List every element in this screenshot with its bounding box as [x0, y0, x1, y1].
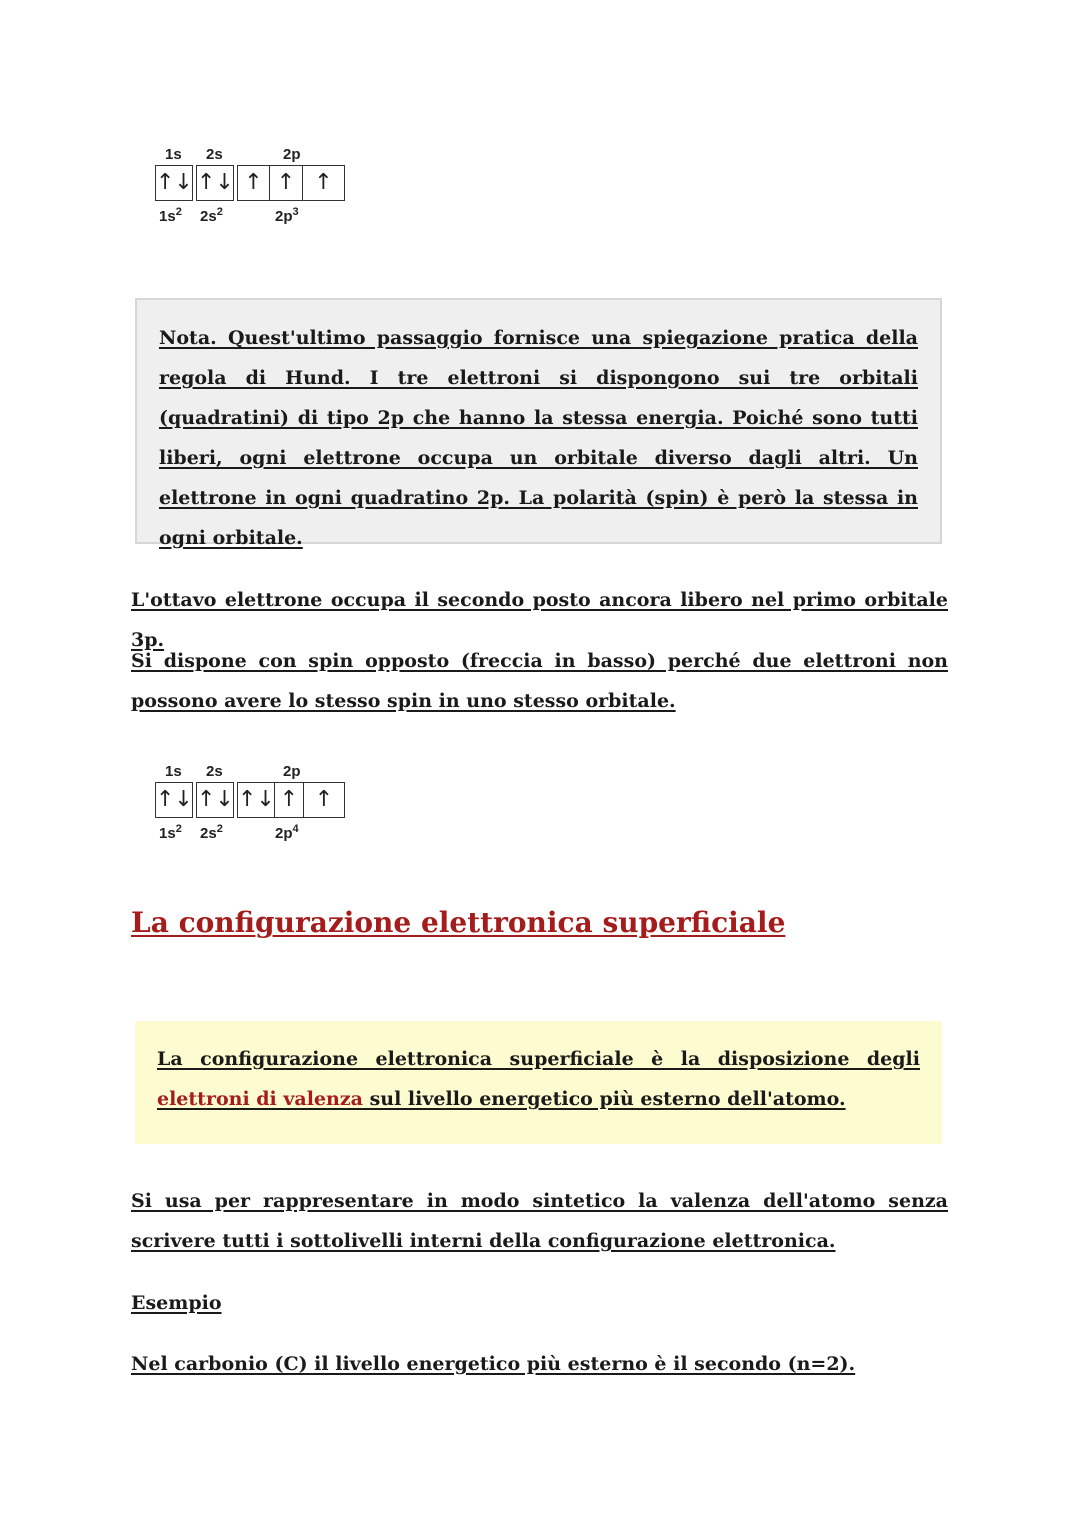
orbital-diagram-2 — [155, 763, 355, 843]
definition-text: La configurazione elettronica superficiale è la disposizione degli elettroni di valenza sul livello energetico più esterno dell'atomo. — [157, 1048, 920, 1110]
label-2s: 2s — [206, 763, 223, 780]
orbital-cell: ↑↓ — [196, 165, 234, 201]
label-2p: 2p — [283, 763, 301, 780]
note-text: Nota. Quest'ultimo passaggio fornisce una spiegazione pratica della regola di Hund. I tre elettroni si dispongono sui tre orbitali (quadratini) di tipo 2p che hanno la stessa energia. Poiché sono tutti liberi, ogni elettrone occupa un orbitale diverso dagli altri. Un elettrone in ogni quadratino 2p. La polarità (spin) è però la stessa in ogni orbitale. — [159, 327, 918, 549]
label-2p: 2p — [283, 146, 301, 163]
notation-2s: $2s^2$ — [200, 823, 223, 842]
paragraph: Nel carbonio (C) il livello energetico più esterno è il secondo (n=2). — [131, 1353, 856, 1375]
orbital-cell: ↑ — [237, 165, 270, 201]
paragraph: Si dispone con spin opposto (freccia in basso) perché due elettroni non possono avere lo stesso spin in uno stesso orbitale. — [131, 650, 948, 712]
notation-1s: $1s^2$ — [159, 823, 182, 842]
note-box — [135, 298, 942, 549]
orbital-cell: ↑ — [269, 165, 303, 201]
definition-box — [135, 1021, 942, 1144]
paragraph: L'ottavo elettrone occupa il secondo posto ancora libero nel primo orbitale 3p. — [131, 589, 948, 651]
section-heading: La configurazione elettronica superficiale — [131, 906, 786, 939]
label-1s: 1s — [165, 146, 182, 163]
paragraph: Si usa per rappresentare in modo sintetico la valenza dell'atomo senza scrivere tutti i sottolivelli interni della configurazione elettronica. — [131, 1190, 948, 1252]
orbital-cell: ↑ — [303, 782, 345, 818]
orbital-diagram-1 — [155, 146, 355, 226]
orbital-cell: ↑↓ — [155, 165, 193, 201]
orbital-cell: ↑↓ — [237, 782, 275, 818]
notation-2p: $2p^4$ — [275, 823, 299, 842]
notation-2p: $2p^3$ — [275, 206, 299, 225]
orbital-cell: ↑↓ — [196, 782, 234, 818]
valenza-link[interactable]: elettroni di valenza — [157, 1088, 363, 1110]
orbital-cell: ↑↓ — [155, 782, 193, 818]
orbital-cell: ↑ — [274, 782, 304, 818]
label-2s: 2s — [206, 146, 223, 163]
paragraph-example-label: Esempio — [131, 1292, 222, 1314]
notation-1s: $1s^2$ — [159, 206, 182, 225]
notation-2s: $2s^2$ — [200, 206, 223, 225]
label-1s: 1s — [165, 763, 182, 780]
orbital-cell: ↑ — [302, 165, 345, 201]
